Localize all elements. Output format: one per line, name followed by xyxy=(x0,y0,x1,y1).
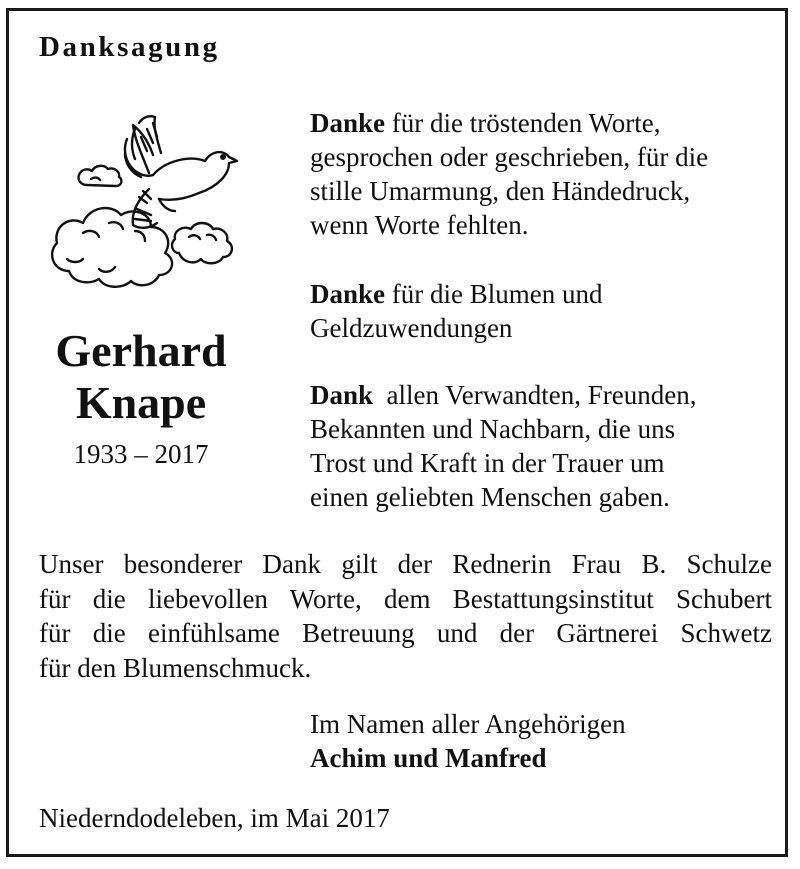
thanks-line xyxy=(310,277,780,311)
deceased-last-name: Knape xyxy=(75,377,207,428)
thanks-line: Bekannten und Nachbarn, die uns xyxy=(310,414,676,444)
thanks-paragraph-relatives xyxy=(310,378,780,514)
signature-intro: Im Namen aller Angehörigen xyxy=(310,709,626,739)
thanks-paragraph-flowers xyxy=(310,277,780,345)
special-thanks-line: Unser besonderer Dank gilt der Rednerin Frau B. Schulze xyxy=(39,549,772,579)
signature-block xyxy=(310,707,626,775)
deceased-first-name: Gerhard xyxy=(55,325,227,376)
special-thanks-line: für die einfühlsame Betreuung und der Gärtnerei Schwetz xyxy=(39,618,772,648)
thanks-text: für die tröstenden Worte, xyxy=(391,108,661,138)
thanks-paragraph-words xyxy=(310,106,780,242)
thanks-line xyxy=(310,106,780,140)
thanks-line: einen geliebten Menschen gaben. xyxy=(310,482,670,512)
obituary-card xyxy=(6,8,788,857)
special-thanks-line: für den Blumenschmuck. xyxy=(39,652,312,683)
thanks-line: wenn Worte fehlten. xyxy=(310,210,529,240)
thanks-line: Trost und Kraft in der Trauer um xyxy=(310,448,665,478)
thanks-line xyxy=(310,378,780,412)
thanks-keyword: Dank xyxy=(310,380,374,410)
thanks-text: für die Blumen und xyxy=(391,279,603,309)
thanks-text: allen Verwandten, Freunden, xyxy=(386,380,697,410)
thanks-line: gesprochen oder geschrieben, für die xyxy=(310,142,709,172)
life-years: 1933 – 2017 xyxy=(73,439,209,469)
signature-names: Achim und Manfred xyxy=(310,743,547,773)
special-thanks-line: für die liebevollen Worte, dem Bestattungsinstitut Schubert xyxy=(39,583,772,614)
thanks-line: stille Umarmung, den Händedruck, xyxy=(310,176,691,206)
thanks-keyword: Danke xyxy=(310,279,386,309)
thanks-line: Geldzuwendungen xyxy=(310,313,513,343)
heading: Danksagung xyxy=(39,31,220,63)
dove-on-clouds-icon xyxy=(39,103,249,293)
place-date: Niederndodeleben, im Mai 2017 xyxy=(39,803,390,833)
thanks-keyword: Danke xyxy=(310,108,386,138)
special-thanks-paragraph xyxy=(39,547,772,685)
